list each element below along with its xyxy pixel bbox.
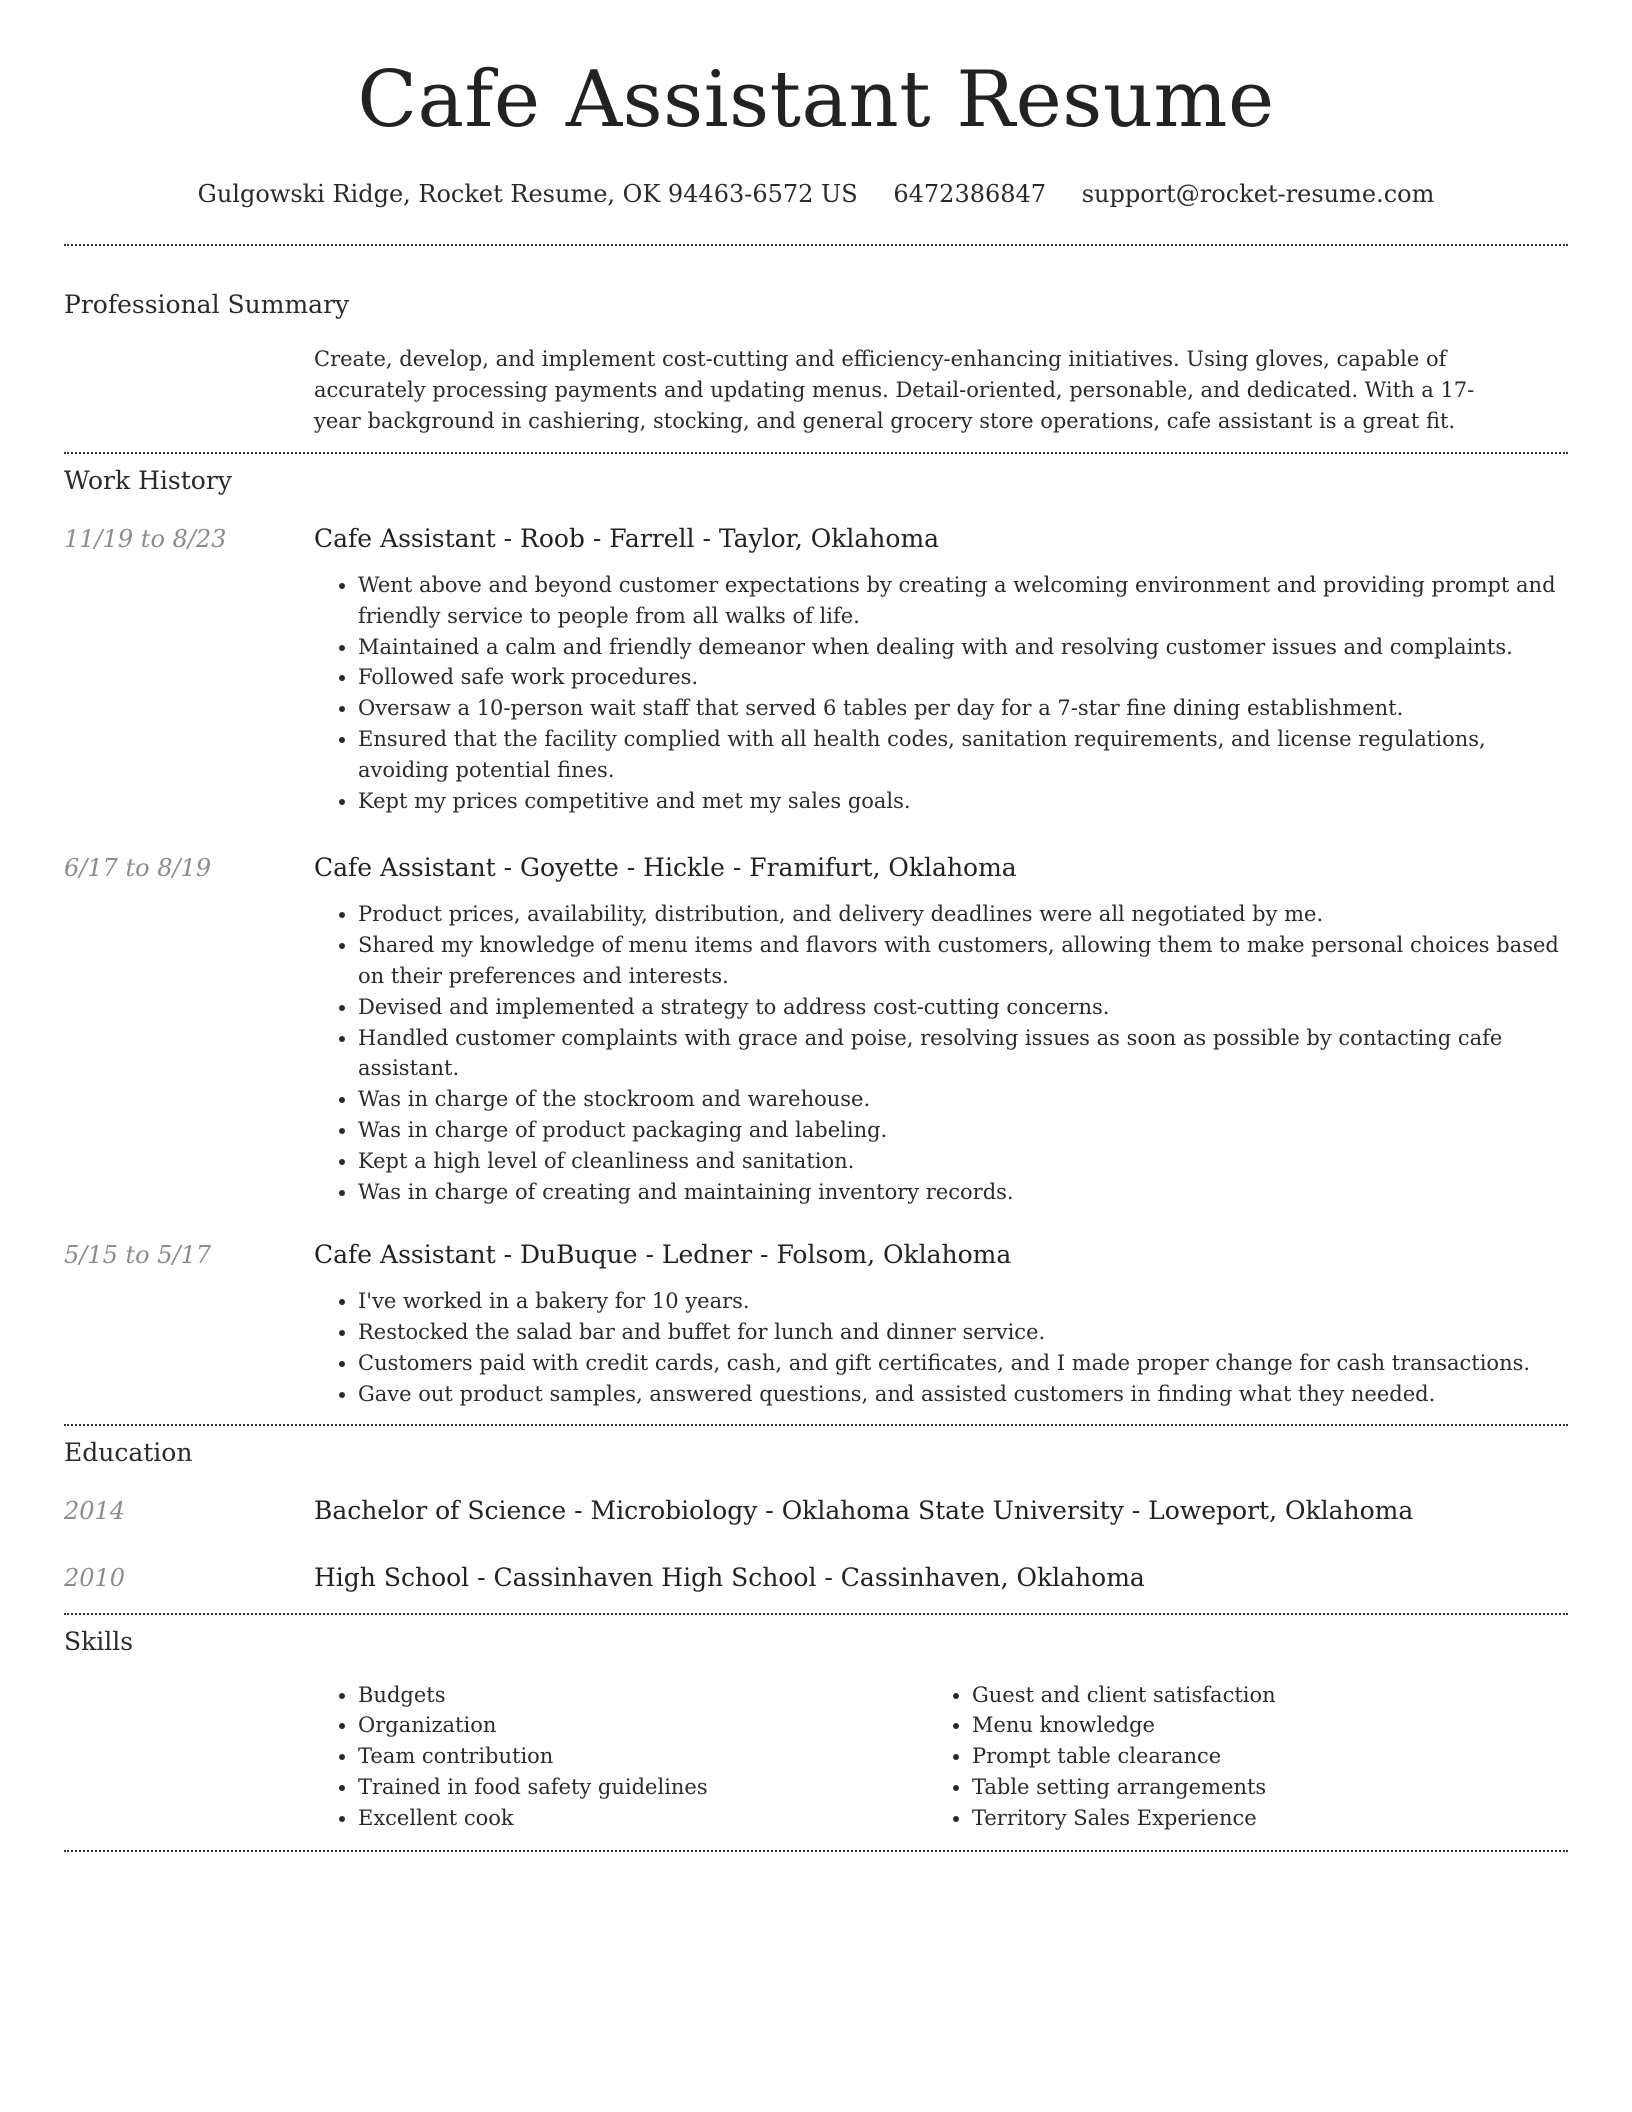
list-item: • Prompt table clearance [972,1741,1542,1772]
list-item: • Followed safe work procedures. [358,662,1568,693]
job-bullets [314,570,1568,816]
list-item: • Kept my prices competitive and met my sales goals. [358,786,1568,817]
summary-text: Create, develop, and implement cost-cutting and efficiency-enhancing initiatives. Using gloves, capable of accurately processing payments and updating menus. Detail-oriented, personable, and dedicated. With a 17-year background in cashiering, stocking, and general grocery store operations, cafe assistant is a great fit. [314,347,1475,433]
list-item: • Customers paid with credit cards, cash, and gift certificates, and I made proper change for cash transactions. [358,1348,1568,1379]
list-item: • Restocked the salad bar and buffet for lunch and dinner service. [358,1317,1568,1348]
list-item: • Oversaw a 10-person wait staff that served 6 tables per day for a 7-star fine dining establishment. [358,693,1568,724]
list-item: • Was in charge of creating and maintaining inventory records. [358,1177,1568,1208]
list-item: • Excellent cook [358,1803,928,1834]
section-heading-skills: Skills [64,1626,134,1656]
list-item: • Table setting arrangements [972,1772,1542,1803]
list-item: • Budgets [358,1680,928,1711]
list-item: • Territory Sales Experience [972,1803,1542,1834]
education-entry [64,1562,1568,1594]
list-item: • Ensured that the facility complied with all health codes, sanitation requirements, and license regulations, avoiding potential fines. [358,724,1568,786]
list-item: • Trained in food safety guidelines [358,1772,928,1803]
contact-address: Gulgowski Ridge, Rocket Resume, OK 94463-6572 US [197,180,858,208]
list-item: • Maintained a calm and friendly demeanor when dealing with and resolving customer issues and complaints. [358,632,1568,663]
job-bullets [314,1286,1568,1409]
contact-phone: 6472386847 [893,180,1047,208]
education-year: 2014 [64,1496,126,1525]
job-title: Cafe Assistant - DuBuque - Ledner - Folsom, Oklahoma [314,1240,1012,1270]
job-title: Cafe Assistant - Roob - Farrell - Taylor, Oklahoma [314,524,940,553]
list-item: • Organization [358,1710,928,1741]
job-dates: 5/15 to 5/17 [64,1241,212,1270]
list-item: • Menu knowledge [972,1710,1542,1741]
section-heading-education: Education [64,1437,193,1467]
work-section [64,465,1568,1410]
divider [64,452,1568,454]
list-item: • Was in charge of the stockroom and warehouse. [358,1084,1568,1115]
job-entry [64,523,1568,816]
skills-column-left [314,1680,928,1834]
contact-line [64,178,1568,210]
list-item: • Kept a high level of cleanliness and sanitation. [358,1146,1568,1177]
job-entry [64,1239,1568,1409]
education-text: High School - Cassinhaven High School - Cassinhaven, Oklahoma [314,1562,1145,1592]
list-item: • Guest and client satisfaction [972,1680,1542,1711]
skills-list [314,1680,1568,1834]
job-dates: 6/17 to 8/19 [64,854,212,883]
divider [64,1424,1568,1426]
divider [64,244,1568,246]
divider [64,1613,1568,1615]
skills-section [64,1626,1568,1834]
section-heading-summary: Professional Summary [64,290,350,319]
skills-bullets-left [314,1680,928,1834]
list-item: • Shared my knowledge of menu items and flavors with customers, allowing them to make personal choices based on their preferences and interests. [358,930,1568,992]
skills-bullets-right [928,1680,1542,1834]
list-item: • Handled customer complaints with grace and poise, resolving issues as soon as possible by contacting cafe assistant. [358,1023,1568,1085]
education-text: Bachelor of Science - Microbiology - Oklahoma State University - Loweport, Oklahoma [314,1495,1414,1525]
list-item: • Devised and implemented a strategy to address cost-cutting concerns. [358,992,1568,1023]
resume-title: Cafe Assistant Resume [357,55,1275,145]
education-section [64,1437,1568,1594]
summary-section [64,289,1568,437]
job-bullets [314,899,1568,1207]
job-entry [64,852,1568,1207]
list-item: • Went above and beyond customer expectations by creating a welcoming environment and providing prompt and friendly service to people from all walks of life. [358,570,1568,632]
list-item: • Gave out product samples, answered questions, and assisted customers in finding what they needed. [358,1379,1568,1410]
education-entry [64,1495,1568,1527]
section-heading-work: Work History [64,466,232,495]
list-item: • Product prices, availability, distribution, and delivery deadlines were all negotiated by me. [358,899,1568,930]
divider [64,1850,1568,1852]
education-year: 2010 [64,1563,126,1592]
list-item: • Team contribution [358,1741,928,1772]
list-item: • Was in charge of product packaging and labeling. [358,1115,1568,1146]
job-dates: 11/19 to 8/23 [64,525,227,553]
job-title: Cafe Assistant - Goyette - Hickle - Framifurt, Oklahoma [314,853,1017,883]
skills-column-right [928,1680,1542,1834]
list-item: • I've worked in a bakery for 10 years. [358,1286,1568,1317]
contact-email: support@rocket-resume.com [1081,180,1435,208]
